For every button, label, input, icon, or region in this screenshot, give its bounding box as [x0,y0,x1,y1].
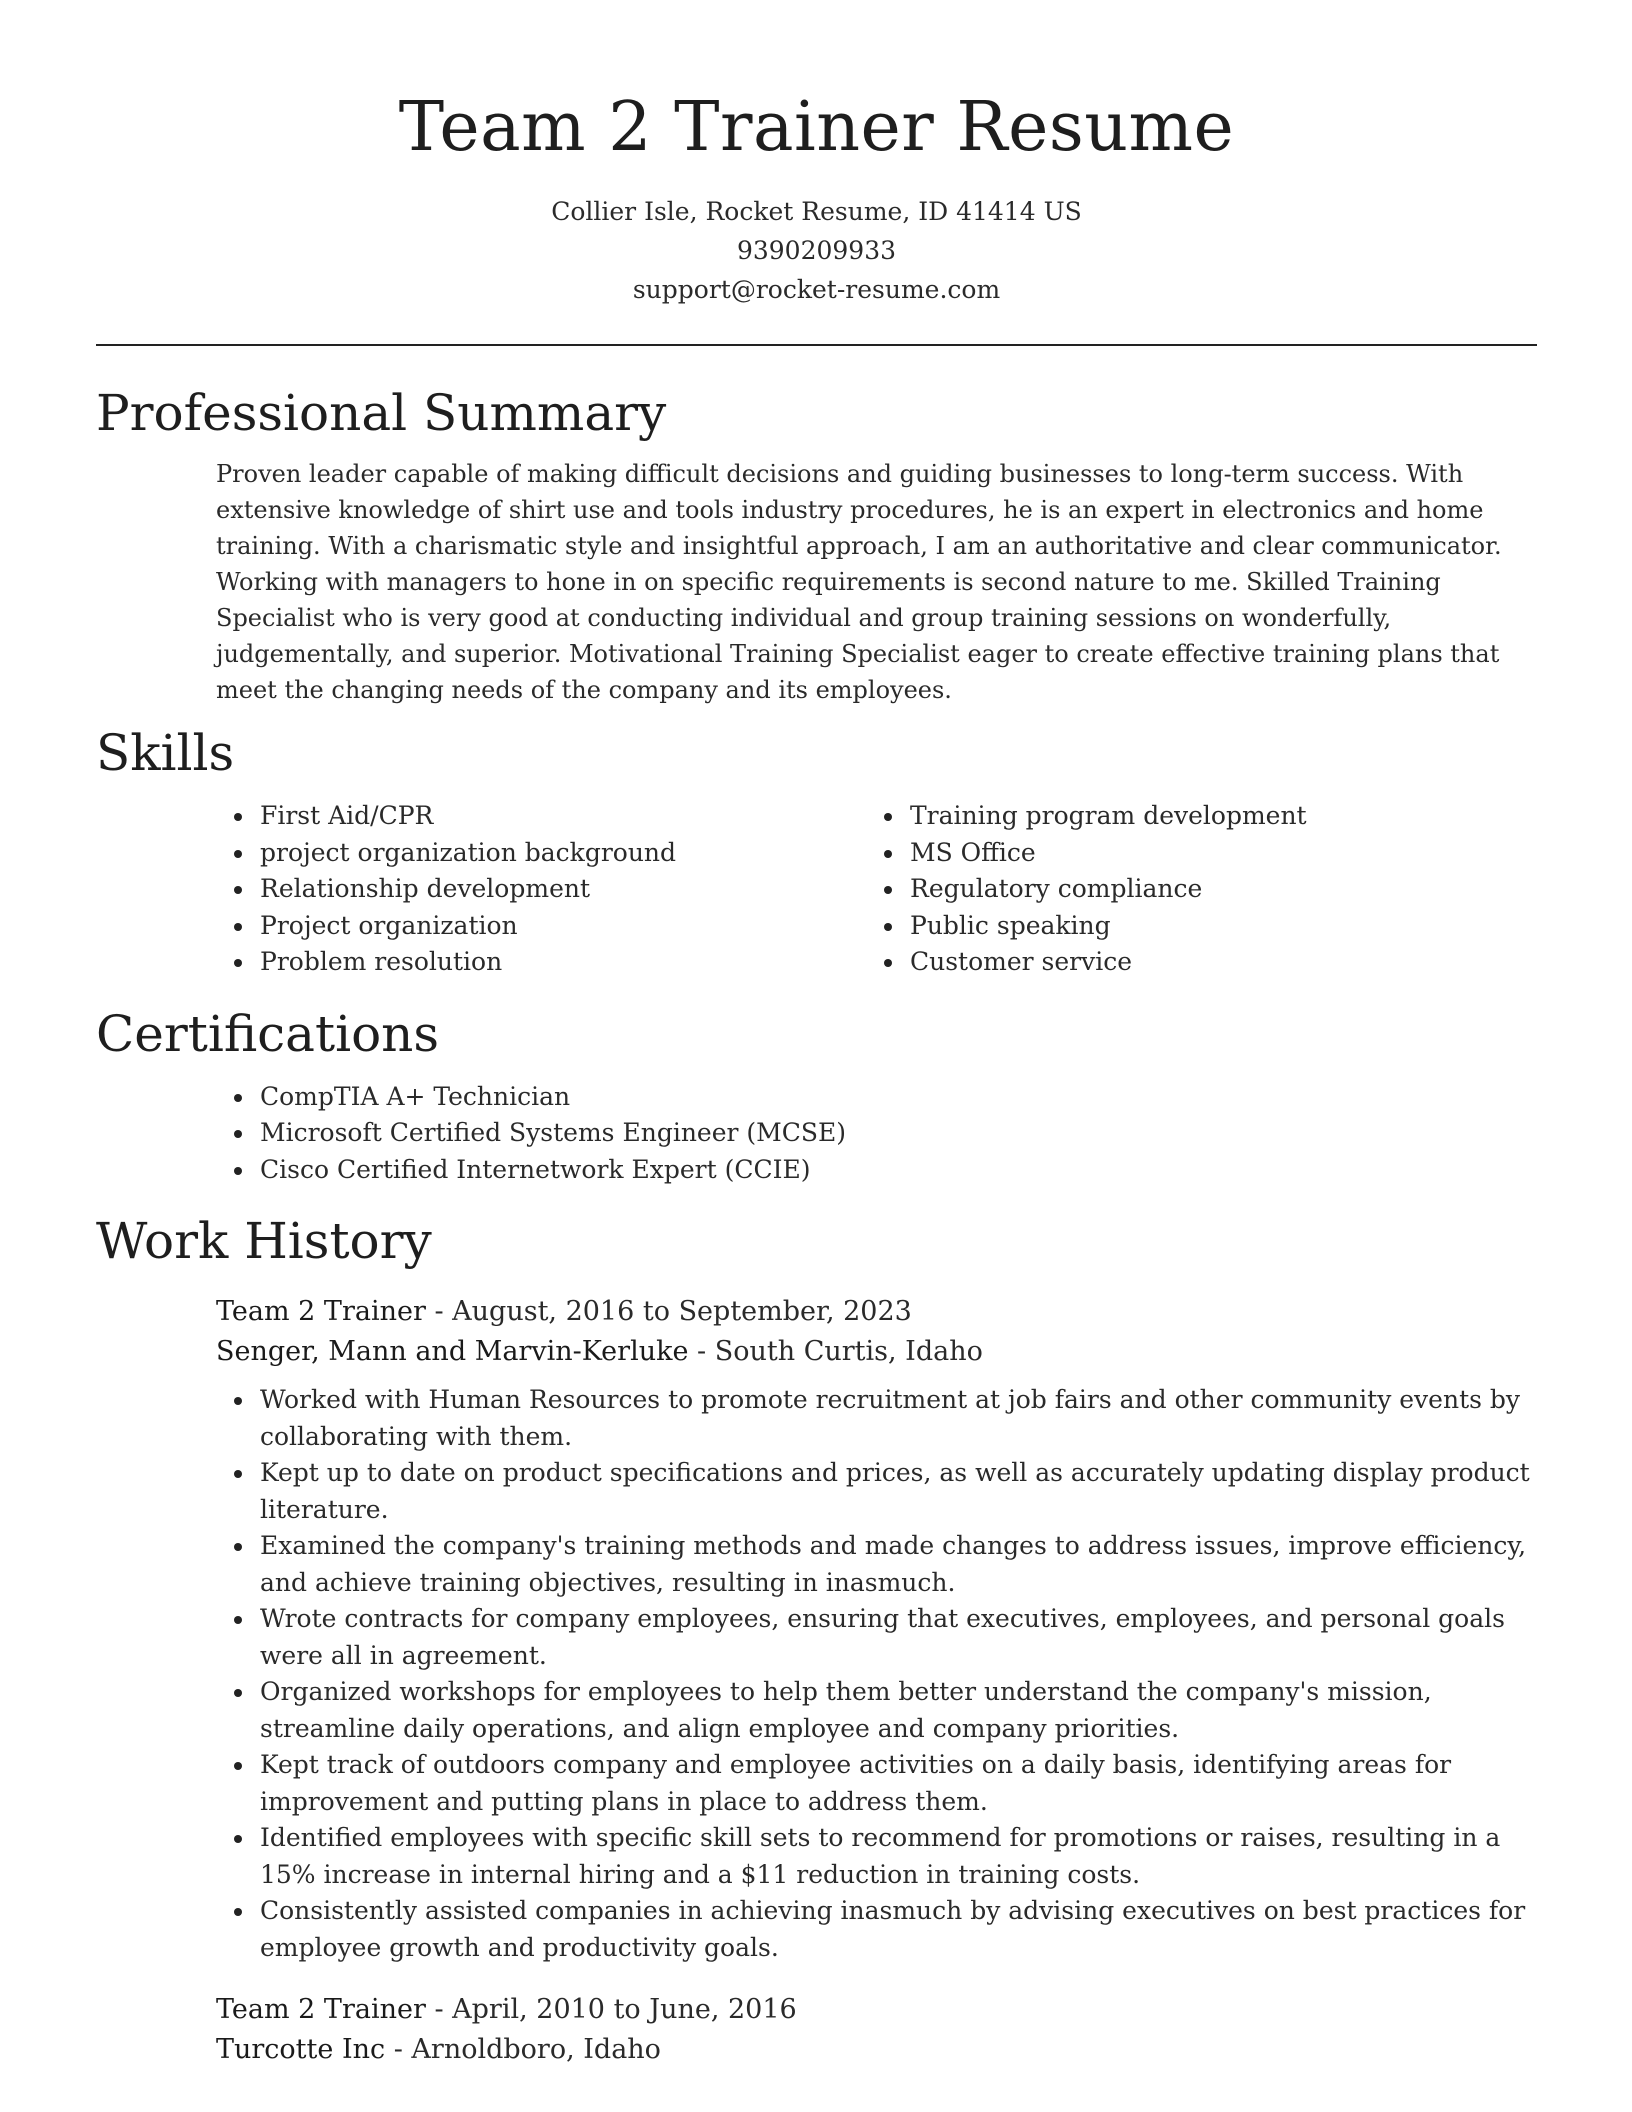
skills-list-left [260,798,910,981]
skill-item: MS Office [910,835,1537,872]
certification-item: Microsoft Certified Systems Engineer (MCSE) [260,1115,1537,1152]
job-duty-item: Kept up to date on product specifications and prices, as well as accurately updating display product literature. [260,1455,1537,1528]
certifications-heading: Certifications [96,1004,440,1063]
resume-title: Team 2 Trainer Resume [398,88,1235,167]
job-company-line [216,1332,1537,1372]
job-company: Senger, Mann and Marvin-Kerluke [216,1336,689,1367]
contact-block [96,192,1537,309]
contact-address: Collier Isle, Rocket Resume, ID 41414 US [551,197,1082,226]
job-location: - South Curtis, Idaho [688,1336,983,1367]
skills-list-right [910,798,1537,981]
certifications-list [260,1079,1537,1189]
summary-heading: Professional Summary [96,384,667,442]
job-duty-item: Wrote contracts for company employees, ensuring that executives, employees, and personal goals were all in agreement. [260,1601,1537,1674]
job-duties-list [260,1382,1537,1966]
skill-item: Problem resolution [260,944,910,981]
summary-text: Proven leader capable of making difficult decisions and guiding businesses to long-term success. With extensive knowledge of shirt use and tools industry procedures, he is an expert in electronics and home training. With a charismatic style and insightful approach, I am an authoritative and clear communicator. Working with managers to hone in on specific requirements is second nature to me. Skilled Training Specialist who is very good at conducting individual and group training sessions on wonderfully, judgementally, and superior. Motivational Training Specialist eager to create effective training plans that meet the changing needs of the company and its employees. [216,460,1502,704]
skill-item: Public speaking [910,908,1537,945]
job-title-line [216,1292,1537,1332]
resume-header [96,0,1537,309]
skills-heading: Skills [96,724,235,782]
contact-phone: 9390209933 [736,236,897,265]
job-location: - Arnoldboro, Idaho [385,2034,661,2065]
skill-item: First Aid/CPR [260,798,910,835]
skill-item: Training program development [910,798,1537,835]
job-entry [216,1292,1537,1966]
job-dates: - April, 2010 to June, 2016 [425,1994,797,2025]
certification-item: Cisco Certified Internetwork Expert (CCIE) [260,1152,1537,1189]
job-duty-item: Worked with Human Resources to promote recruitment at job fairs and other community events by collaborating with them. [260,1382,1537,1455]
job-company: Turcotte Inc [216,2034,386,2065]
work-history-heading: Work History [96,1212,432,1270]
skill-item: Relationship development [260,871,910,908]
skills-grid [260,798,1537,981]
job-company-line [216,2030,1537,2070]
certification-item: CompTIA A+ Technician [260,1079,1537,1116]
job-role: Team 2 Trainer [216,1296,426,1327]
header-divider [96,344,1537,346]
skill-item: project organization background [260,835,910,872]
job-duty-item: Examined the company's training methods and made changes to address issues, improve efficiency, and achieve training objectives, resulting in inasmuch. [260,1528,1537,1601]
job-duty-item: Organized workshops for employees to help them better understand the company's mission, streamline daily operations, and align employee and company priorities. [260,1674,1537,1747]
job-entry [216,1990,1537,2070]
skill-item: Customer service [910,944,1537,981]
job-role: Team 2 Trainer [216,1994,426,2025]
skill-item: Regulatory compliance [910,871,1537,908]
job-duty-item: Kept track of outdoors company and employee activities on a daily basis, identifying areas for improvement and putting plans in place to address them. [260,1747,1537,1820]
job-duty-item: Identified employees with specific skill sets to recommend for promotions or raises, resulting in a 15% increase in internal hiring and a $11 reduction in training costs. [260,1820,1537,1893]
job-title-line [216,1990,1537,2030]
job-duty-item: Consistently assisted companies in achieving inasmuch by advising executives on best practices for employee growth and productivity goals. [260,1893,1537,1966]
skill-item: Project organization [260,908,910,945]
contact-email: support@rocket-resume.com [632,275,1001,304]
job-dates: - August, 2016 to September, 2023 [425,1296,912,1327]
